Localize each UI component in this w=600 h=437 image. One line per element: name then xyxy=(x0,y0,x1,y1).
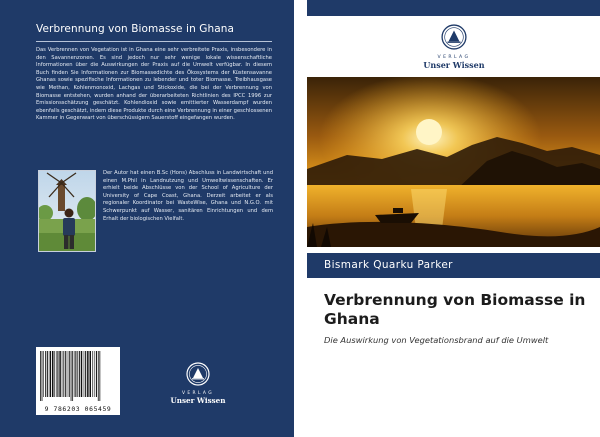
barcode-bar xyxy=(71,351,72,401)
back-publisher-name: Unser Wissen xyxy=(170,396,226,405)
barcode-bar xyxy=(84,351,85,397)
cover-photo-sunset xyxy=(307,77,600,247)
barcode-bar xyxy=(42,351,43,401)
barcode-bar xyxy=(56,351,57,397)
barcode-bar xyxy=(75,351,76,397)
book-spine xyxy=(294,0,307,437)
book-title: Verbrennung von Biomasse in Ghana xyxy=(324,291,586,328)
back-cover-divider xyxy=(36,41,272,42)
back-publisher-logo xyxy=(166,362,230,405)
barcode-bar xyxy=(98,351,99,401)
isbn-barcode xyxy=(36,347,120,415)
publisher-emblem-icon xyxy=(186,362,210,386)
front-cover xyxy=(307,0,600,437)
barcode-bar xyxy=(40,351,41,401)
barcode-bar xyxy=(77,351,78,397)
front-publisher-small-text: VERLAG xyxy=(437,55,471,60)
barcode-bar xyxy=(67,351,68,397)
barcode-bar xyxy=(90,351,92,397)
barcode-bar xyxy=(94,351,95,397)
barcode-bar xyxy=(52,351,54,397)
sunset-lake-image xyxy=(307,77,600,247)
barcode-bar xyxy=(99,351,100,401)
front-publisher-name: Unser Wissen xyxy=(423,60,485,70)
barcode-bar xyxy=(65,351,66,397)
front-top-band xyxy=(307,0,600,16)
barcode-bar xyxy=(43,351,44,397)
author-bio: Der Autor hat einen B.Sc (Hons) Abschluss in Landwirtschaft und einen M.Phil in Landnutzung und Umweltwissenschaften. Er erhielt beide Abschlüsse von der School of Agriculture der University of Cape Coast, Ghana. Derzeit arbeitet er als regionaler Koordinator bei WasteWise, Ghana und N.G.O. mit Schwerpunkt auf Wasser, sanitären Einrichtungen und dem Erhalt der biologischen Vielfalt. xyxy=(103,170,273,222)
author-name: Bismark Quarku Parker xyxy=(324,259,453,271)
author-band xyxy=(307,253,600,278)
barcode-digits: 9 786203 065459 xyxy=(44,405,112,413)
back-cover xyxy=(0,0,294,437)
barcode-bar xyxy=(59,351,61,397)
back-cover-title: Verbrennung von Biomasse in Ghana xyxy=(36,23,235,35)
barcode-bar xyxy=(63,351,64,397)
barcode-bar xyxy=(85,351,86,397)
barcode-bar xyxy=(96,351,97,397)
barcode-bar xyxy=(92,351,93,397)
publisher-emblem-icon xyxy=(441,24,467,50)
barcode-bar xyxy=(57,351,58,397)
barcode-bars xyxy=(36,347,120,403)
barcode-bar xyxy=(54,351,55,397)
back-cover-blurb: Das Verbrennen von Vegetation ist in Ghana eine sehr verbreitete Praxis, insbesondere in den Savannenzonen. Es sind jedoch nur sehr wenige lokale wissenschaftliche Informationen über die Auswirkungen der Praxis auf die Umwelt verfügbar. In diesem Buch finden Sie Informationen zur Biomassedichte des Ökosystems der Küstensavanne Ghanas sowie spezifische Informationen zu lebender und toter Biomasse. Treibhausgase wie Methan, Kohlenmonoxid, Lachgas und Stickoxide, die bei der Verbrennung von Biomasse entstehen, wurden anhand der überarbeiteten Richtlinien des IPCC 1996 zur Emissionsschätzung geschätzt. Kohlendioxid sowie emittierter Wasserdampf wurden ebenfalls geschätzt, indem diese Produkte durch eine Verbrennung in einer geschlossenen Kammer in Gegenwart von überschüssigem Sauerstoff eingefangen wurden. xyxy=(36,47,272,122)
author-photo xyxy=(38,170,96,252)
barcode-bar xyxy=(79,351,80,397)
front-publisher-logo xyxy=(407,24,501,70)
barcode-bar xyxy=(45,351,46,397)
barcode-bar xyxy=(81,351,83,397)
barcode-bar xyxy=(87,351,89,397)
book-subtitle: Die Auswirkung von Vegetationsbrand auf die Umwelt xyxy=(324,335,549,345)
author-photo-image xyxy=(39,171,95,251)
barcode-bar xyxy=(47,351,48,397)
barcode-bar xyxy=(72,351,73,401)
barcode-bar xyxy=(69,351,70,397)
barcode-bar xyxy=(62,351,63,397)
barcode-bar xyxy=(50,351,52,397)
back-publisher-small-text: VERLAG xyxy=(181,391,215,396)
barcode-bar xyxy=(74,351,75,397)
